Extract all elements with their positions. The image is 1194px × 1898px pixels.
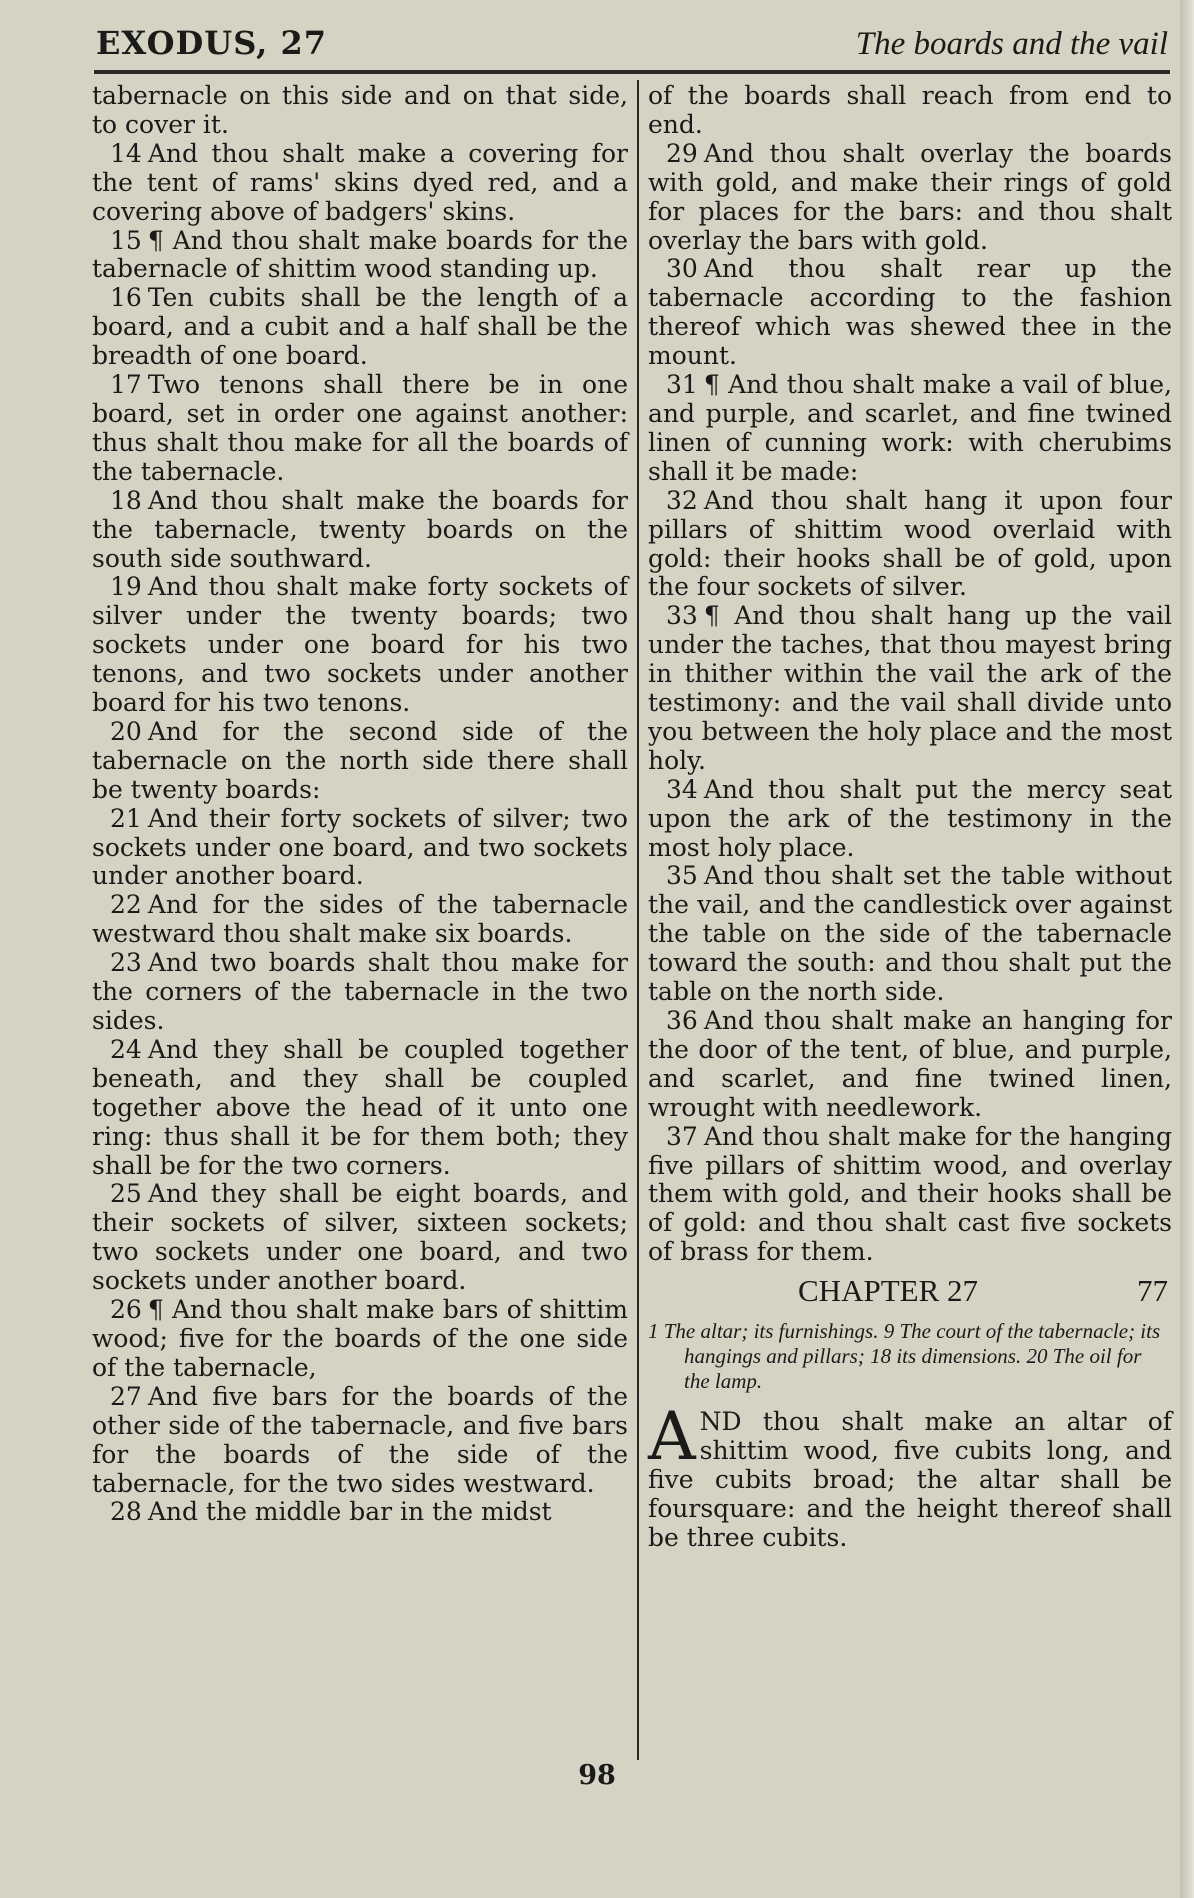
verse-text: tabernacle on this side and on that side, to cover it.	[92, 81, 628, 139]
chapter-opening-verse	[648, 1398, 1172, 1553]
verse	[92, 1296, 628, 1383]
verse-text: And thou shalt set the table without the vail, and the candlestick over against the table on the side of the tabernacle toward the south: and thou shalt put the table on the north side.	[648, 861, 1172, 1007]
verse-number: 30	[666, 254, 698, 284]
running-header	[96, 18, 1168, 68]
verse	[648, 602, 1172, 775]
verse-number: 15	[110, 225, 142, 255]
opening-smallcaps: ND	[699, 1407, 742, 1437]
verse-number: 20	[110, 716, 142, 746]
verse	[92, 82, 628, 140]
verse	[92, 805, 628, 892]
verse	[92, 718, 628, 805]
verse-text: And they shall be eight boards, and their sockets of silver, sixteen sockets; two sockets under one board, and two sockets under another board.	[92, 1179, 628, 1296]
verse-number: 18	[110, 485, 142, 515]
book-chapter-heading: EXODUS, 27	[96, 24, 327, 62]
opening-text: thou shalt make an altar of shittim wood, five cubits long, and five cubits broad; the altar shall be foursquare: and the height thereof shall be three cubits.	[648, 1407, 1172, 1552]
verse	[648, 487, 1172, 603]
topic-heading: The boards and the vail	[855, 26, 1168, 62]
verse-text: And thou shalt overlay the boards with gold, and make their rings of gold for places for the bars: and thou shalt overlay the bars with gold.	[648, 138, 1172, 255]
verse	[92, 227, 628, 285]
verse-number: 24	[110, 1034, 142, 1064]
verse-text: And thou shalt make an hanging for the door of the tent, of blue, and purple, and scarlet, and fine twined linen, wrought with needlework.	[648, 1006, 1172, 1122]
verse	[92, 371, 628, 487]
verse-text: Ten cubits shall be the length of a board, and a cubit and a half shall be the breadth of one board.	[92, 283, 628, 371]
verse	[92, 1498, 628, 1527]
chapter-summary: 1 The altar; its furnishings. 9 The court of the tabernacle; its hangings and pillars; 18 its dimensions. 20 The oil for the lamp.	[648, 1319, 1161, 1394]
verse	[92, 949, 628, 1036]
verse-number: 17	[110, 370, 142, 400]
verse-number: 14	[110, 138, 142, 168]
verse	[92, 573, 628, 718]
verse	[648, 140, 1172, 256]
verse-text: And thou shalt make the boards for the tabernacle, twenty boards on the south side southward.	[92, 485, 628, 573]
verse	[92, 1383, 628, 1499]
verse	[92, 140, 628, 227]
verse-text: of the boards shall reach from end to end.	[648, 81, 1172, 139]
verse	[648, 371, 1172, 487]
verse-text: And for the sides of the tabernacle westward thou shalt make six boards.	[92, 890, 628, 949]
verse-text: And they shall be coupled together beneath, and they shall be coupled together above the head of it unto one ring: thus shall it be for them both; they shall be for the two corners.	[92, 1034, 628, 1180]
verse-text: And for the second side of the tabernacle on the north side there shall be twenty boards:	[92, 716, 628, 804]
verse-number: 33	[666, 601, 698, 631]
verse-text: And thou shalt put the mercy seat upon the ark of the testimony in the most holy place.	[648, 774, 1172, 862]
verse-number: 19	[110, 572, 142, 602]
verse-text: ¶ And thou shalt make bars of shittim wood; five for the boards of the one side of the tabernacle,	[92, 1295, 628, 1382]
verse-text: And their forty sockets of silver; two sockets under one board, and two sockets under another board.	[92, 803, 628, 891]
verse	[648, 255, 1172, 371]
verse-number: 34	[666, 774, 698, 804]
verse-text: And thou shalt rear up the tabernacle according to the fashion thereof which was shewed thee in the mount.	[648, 254, 1172, 371]
page-number: 98	[578, 1760, 616, 1791]
verse-number: 35	[666, 861, 698, 891]
verse	[648, 1007, 1172, 1123]
chapter-title: CHAPTER 27	[798, 1273, 978, 1309]
verse-number: 29	[666, 138, 698, 168]
left-column	[92, 82, 628, 1527]
verse	[648, 82, 1172, 140]
verse-number: 16	[110, 283, 142, 313]
verse-number: 28	[110, 1497, 142, 1527]
verse	[92, 1180, 628, 1296]
verse-number: 36	[666, 1006, 698, 1035]
right-column	[648, 82, 1172, 1553]
header-rule	[94, 70, 1170, 74]
verse-number: 23	[110, 948, 142, 978]
verse-text: ¶ And thou shalt make a vail of blue, and purple, and scarlet, and fine twined linen of cunning work: with cherubims shall it be made:	[648, 370, 1172, 486]
verse	[92, 284, 628, 371]
chapter-heading	[648, 1273, 1172, 1313]
verse-text: ¶ And thou shalt make boards for the tabernacle of shittim wood standing up.	[92, 225, 628, 284]
verse-number: 31	[666, 370, 698, 400]
verse	[648, 1123, 1172, 1268]
column-divider	[637, 80, 639, 1760]
verse-text: Two tenons shall there be in one board, set in order one against another: thus shalt thou make for all the boards of the tabernacle.	[92, 370, 628, 486]
page-edge	[1180, 0, 1194, 1898]
verse-text: ¶ And thou shalt hang up the vail under the taches, that thou mayest bring in thither within the vail the ark of the testimony: and the vail shall divide unto you between the holy place and the most holy.	[648, 601, 1172, 775]
verse-number: 37	[666, 1121, 698, 1151]
verse	[92, 487, 628, 574]
verse	[92, 1036, 628, 1181]
verse-text: And five bars for the boards of the other side of the tabernacle, and five bars for the boards of the side of the tabernacle, for the two sides westward.	[92, 1381, 628, 1498]
verse-text: And the middle bar in the midst	[147, 1497, 552, 1527]
chapter-number: 77	[1137, 1273, 1168, 1309]
verse-text: And thou shalt make forty sockets of silver under the twenty boards; two sockets under one board for his two tenons, and two sockets under another board for his two tenons.	[92, 572, 628, 718]
verse-number: 26	[110, 1295, 142, 1325]
verse-text: And thou shalt make a covering for the tent of rams' skins dyed red, and a covering above of badgers' skins.	[92, 138, 628, 226]
verse-text: And thou shalt hang it upon four pillars of shittim wood overlaid with gold: their hooks shall be of gold, upon the four sockets of silver.	[648, 485, 1172, 602]
verse-number: 21	[110, 803, 142, 833]
verse-number: 32	[666, 485, 698, 515]
verse-number: 22	[110, 890, 142, 920]
verse	[92, 891, 628, 949]
verse-number: 27	[110, 1381, 142, 1411]
verse	[648, 776, 1172, 863]
drop-cap: A	[648, 1398, 696, 1476]
verse	[648, 862, 1172, 1007]
verse-number: 25	[110, 1179, 142, 1209]
right-verses	[648, 82, 1172, 1267]
verse-text: And thou shalt make for the hanging five pillars of shittim wood, and overlay them with gold, and their hooks shall be of gold: and thou shalt cast five sockets of brass for them.	[648, 1121, 1172, 1267]
verse-text: And two boards shalt thou make for the corners of the tabernacle in the two sides.	[92, 948, 628, 1035]
